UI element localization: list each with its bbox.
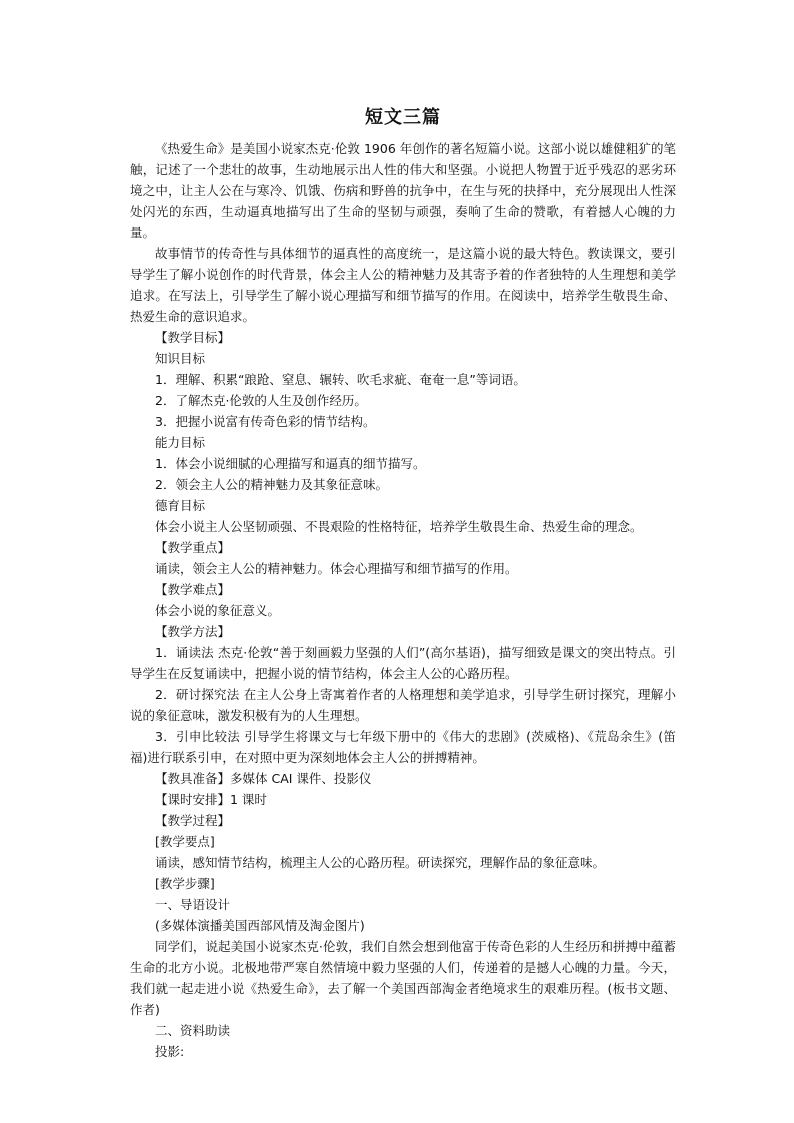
intro-paragraph-1: 《热爱生命》是美国小说家杰克·伦敦 1906 年创作的著名短篇小说。这部小说以雄健粗犷的笔触，记述了一个悲壮的故事，生动地展示出人性的伟大和坚强。小说把人物置于近乎残忍的恶劣环境之中，让主人公在与寒冷、饥饿、伤病和野兽的抗争中，在生与死的抉择中，充分展现出人性深处闪光的东西，生动逼真地描写出了生命的坚韧与顽强，奏响了生命的赞歌，有着撼人心魄的力量。 [130, 141, 676, 240]
step1-label: 一、导语设计 [155, 897, 231, 912]
method-item: 3．引申比较法 引导学生将课文与七年级下册中的《伟大的悲剧》(茨威格)、《荒岛余生》(笛福)进行联系引申，在对照中更为深刻地体会主人公的拼搏精神。 [130, 729, 676, 765]
methods-heading: 【教学方法】 [155, 624, 231, 639]
points-text: 诵读，感知情节结构，梳理主人公的心路历程。研读探究，理解作品的象征意味。 [155, 855, 606, 870]
schedule-line: 【课时安排】1 课时 [155, 792, 267, 807]
tools-line: 【教具准备】多媒体 CAI 课件、投影仪 [155, 771, 372, 786]
method-item: 1．诵读法 杰克·伦敦“善于刻画毅力坚强的人们”(高尔基语)，描写细致是课文的突出特点。引导学生在反复诵读中，把握小说的情节结构，体会主人公的心路历程。 [130, 645, 676, 681]
projection-label: 投影: [155, 1044, 185, 1059]
moral-label: 德育目标 [155, 498, 206, 513]
moral-text: 体会小说主人公坚韧顽强、不畏艰险的性格特征，培养学生敬畏生命、热爱生命的理念。 [155, 519, 643, 534]
key-points-text: 诵读，领会主人公的精神魅力。体会心理描写和细节描写的作用。 [155, 561, 518, 576]
document-page [130, 100, 676, 1062]
points-label: [教学要点] [155, 834, 215, 849]
ability-label: 能力目标 [155, 435, 206, 450]
difficulties-heading: 【教学难点】 [155, 582, 231, 597]
step2-label: 二、资料助读 [155, 1023, 231, 1038]
key-points-heading: 【教学重点】 [155, 540, 231, 555]
step1-text: 同学们，说起美国小说家杰克·伦敦，我们自然会想到他富于传奇色彩的人生经历和拼搏中蕴蓄生命的北方小说。北极地带严寒自然情境中毅力坚强的人们，传递着的是撼人心魄的力量。今天，我们就一起走进小说《热爱生命》，去了解一个美国西部淘金者绝境求生的艰难历程。(板书文题、作者) [130, 939, 676, 1017]
process-heading: 【教学过程】 [155, 813, 231, 828]
intro-paragraph-2: 故事情节的传奇性与具体细节的逼真性的高度统一，是这篇小说的最大特色。教读课文，要引导学生了解小说创作的时代背景，体会主人公的精神魅力及其寄予着的作者独特的人生理想和美学追求。在写法上，引导学生了解小说心理描写和细节描写的作用。在阅读中，培养学生敬畏生命、热爱生命的意识追求。 [130, 246, 676, 324]
knowledge-item: 3．把握小说富有传奇色彩的情节结构。 [155, 414, 376, 429]
knowledge-label: 知识目标 [155, 351, 206, 366]
step1-note: (多媒体演播美国西部风情及淘金图片) [155, 918, 365, 933]
ability-item: 2．领会主人公的精神魅力及其象征意味。 [155, 477, 388, 492]
steps-label: [教学步骤] [155, 876, 215, 891]
knowledge-item: 2．了解杰克·伦敦的人生及创作经历。 [155, 393, 367, 408]
page-title: 短文三篇 [365, 107, 441, 128]
ability-item: 1．体会小说细腻的心理描写和逼真的细节描写。 [155, 456, 426, 471]
knowledge-item: 1．理解、积累“踉跄、窒息、辗转、吹毛求疵、奄奄一息”等词语。 [155, 372, 526, 387]
difficulties-text: 体会小说的象征意义。 [155, 603, 281, 618]
objectives-heading: 【教学目标】 [155, 330, 231, 345]
method-item: 2．研讨探究法 在主人公身上寄寓着作者的人格理想和美学追求，引导学生研讨探究，理解小说的象征意味，激发积极有为的人生理想。 [130, 687, 676, 723]
